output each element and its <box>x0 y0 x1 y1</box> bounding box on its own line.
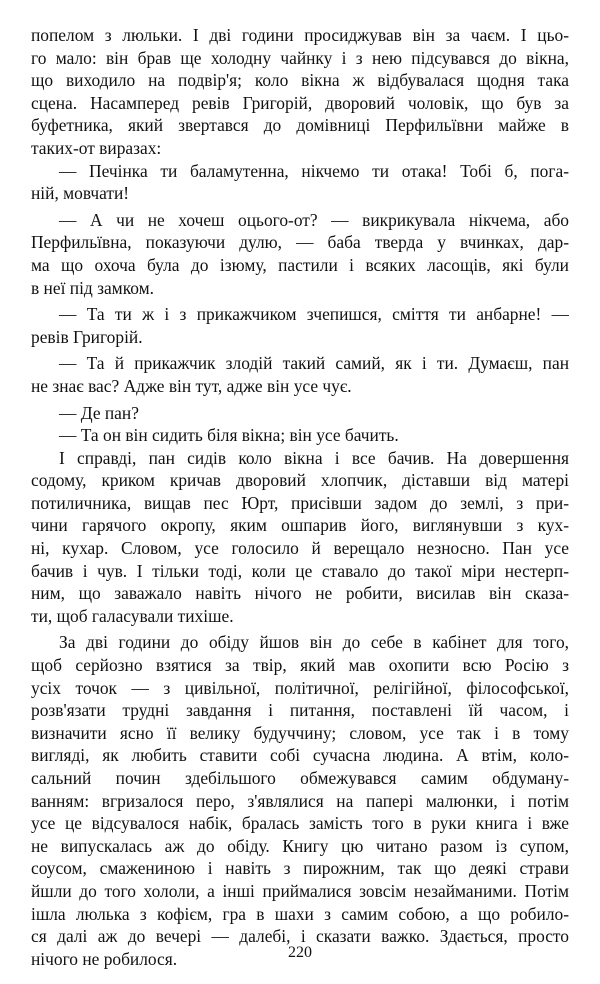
text-line: ванням: вгризалося перо, з'являлися на папері малюнки, і потім <box>31 790 569 811</box>
text-line: — Де пан? <box>59 402 139 423</box>
text-line: — А чи не хочеш оцього-от? — викрикувала нікчема, або <box>59 209 569 230</box>
text-line: За дві години до обіду йшов він до себе в кабінет для того, <box>59 632 569 653</box>
text-line: ся далі аж до вечері — далебі, і сказати важко. Здається, просто <box>31 926 569 947</box>
text-line: йшли до того хололи, а інші приймалися зовсім незайманими. Потім <box>31 880 569 901</box>
text-line: ти, щоб галасували тихіше. <box>31 605 234 626</box>
text-line: щоб серйозно взятися за твір, який мав охопити всю Росію з <box>31 655 569 676</box>
text-line: сцена. Насамперед ревів Григорій, дворовий чоловік, що був за <box>31 92 569 113</box>
text-line: визначити ясно її велику будуччину; словом, усе так і в тому <box>31 722 569 743</box>
text-line: го мало: він брав ще холодну чайнку і з нею підсувався до вікна, <box>31 47 569 68</box>
text-line: ішла люлька з кофієм, гра в шахи з самим собою, а що робило- <box>31 903 569 924</box>
text-line: — Та ти ж і з прикажчиком зчепишся, сміття ти анбарне! — <box>59 304 569 325</box>
text-line: — Та он він сидить біля вікна; він усе бачить. <box>59 425 399 446</box>
text-line: попелом з люльки. І дві години просиджував він за чаєм. І цьо- <box>31 25 569 45</box>
text-line: соусом, смажениною і навіть з пирожним, так що деякі страви <box>31 858 569 879</box>
text-line: що виходило на подвір'я; коло вікна ж відбувалася щодня така <box>31 70 569 91</box>
text-line: чини гарячого окропу, яким ошпарив його, виглянувши з кух- <box>31 515 569 536</box>
text-line: бачив і чув. І тільки тоді, коли це ставало до такої міри нестерп- <box>31 560 569 581</box>
text-line: вигляді, як любить ставити собі сучасна людина. А втім, коло- <box>31 745 569 766</box>
page-number: 220 <box>288 944 312 961</box>
text-line: — Печінка ти баламутенна, нікчемо ти отака! Тобі б, пога- <box>59 160 569 181</box>
text-line: таких-от виразах: <box>31 137 162 158</box>
text-line: ревів Григорій. <box>31 326 143 347</box>
text-line: нічого не робилося. <box>31 948 178 969</box>
text-line: І справді, пан сидів коло вікна і все бачив. На довершення <box>59 447 569 468</box>
text-line: не знає вас? Адже він тут, адже він усе чує. <box>31 375 352 396</box>
text-line: содому, криком кричав дворовий хлопчик, діставши від матері <box>31 470 569 491</box>
text-line: буфетника, який звертався до домівниці Перфильївни майже в <box>31 115 569 136</box>
text-line: ні, кухар. Словом, усе голосило й верещало незносно. Пан усе <box>31 538 569 559</box>
text-line: ма що охоча була до ізюму, пастили і всяких ласощів, які були <box>31 254 569 275</box>
body-text <box>31 24 569 970</box>
text-line: Перфильївна, показуючи дулю, — баба тверда у вчинках, дар- <box>31 232 569 253</box>
text-line: — Та й прикажчик злодій такий самий, як і ти. Думаєш, пан <box>59 353 569 374</box>
text-line: розв'язати трудні завдання і питання, поставлені їй часом, і <box>31 700 569 721</box>
text-line: сальний почин здебільшого обмежувався самим обдуману- <box>31 768 569 788</box>
text-line: потиличника, вищав пес Юрт, присівши задом до землі, з при- <box>31 492 569 513</box>
text-line: ній, мовчати! <box>31 183 130 204</box>
text-line: усе це відсувалося набік, бралась замість того в руки книга і вже <box>31 813 569 834</box>
text-line: ним, що заважало навіть нічого не робити, висилав він сказа- <box>31 583 569 604</box>
text-line: в неї під замком. <box>31 277 154 298</box>
text-line: не випускалась аж до обіду. Книгу цю читано разом із супом, <box>31 835 569 856</box>
text-line: усіх точок — з цивільної, політичної, релігійної, філософської, <box>31 677 569 698</box>
